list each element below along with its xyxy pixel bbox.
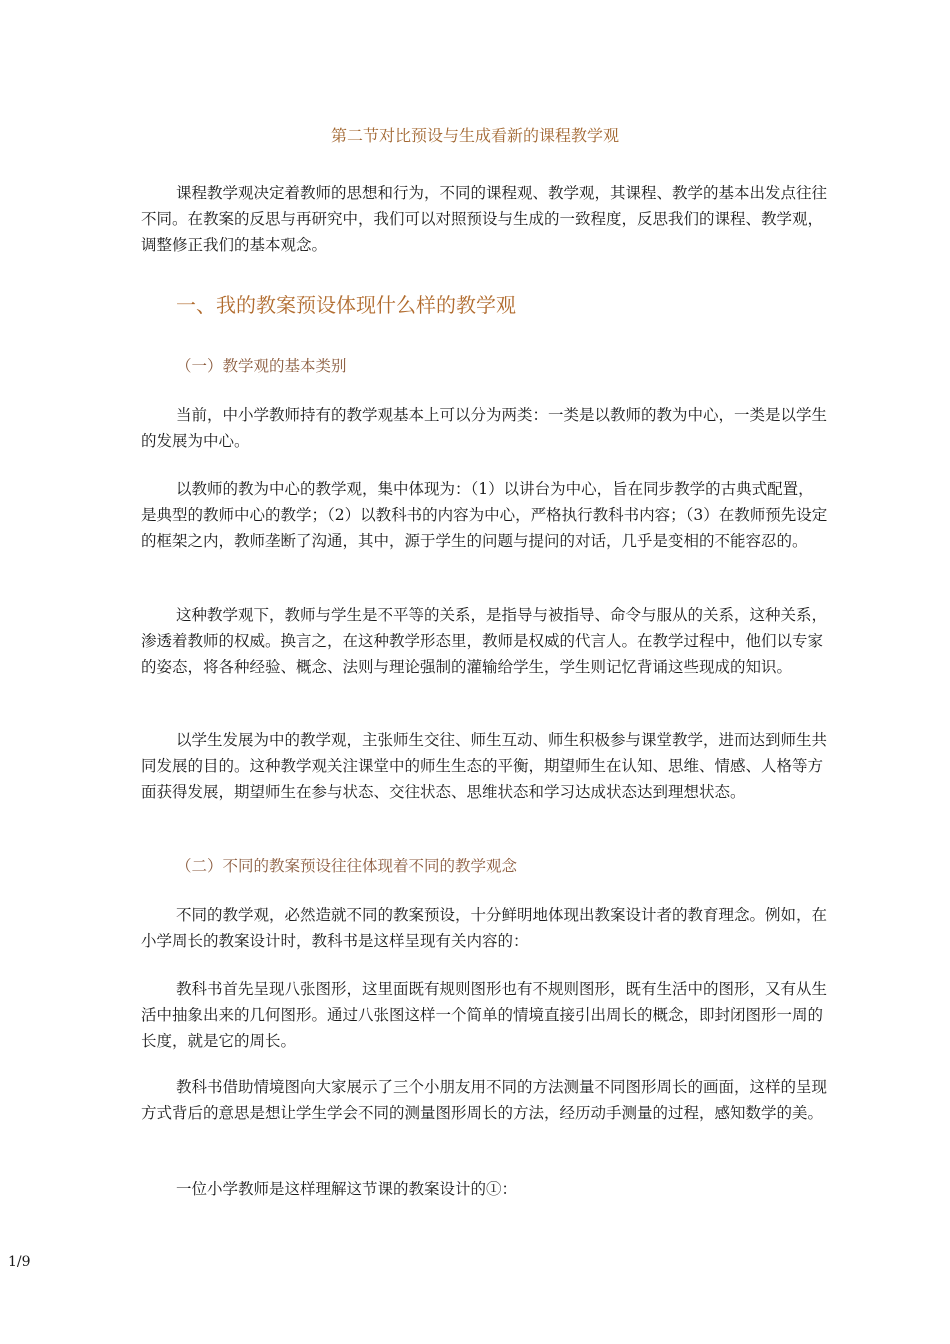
intro-paragraph: 课程教学观决定着教师的思想和行为，不同的课程观、教学观，其课程、教学的基本出发点往往不同。在教案的反思与再研究中，我们可以对照预设与生成的一致程度，反思我们的课程、教学观，调整修正我们的基本观念。 [141, 184, 828, 254]
document-title: 第二节对比预设与生成看新的课程教学观 [330, 126, 619, 145]
paragraph-7: 教科书借助情境图向大家展示了三个小朋友用不同的方法测量不同图形周长的画面，这样的呈现方式背后的意思是想让学生学会不同的测量图形周长的方法，经历动手测量的过程，感知数学的美。 [141, 1078, 828, 1122]
paragraph-4: 以学生发展为中的教学观，主张师生交往、师生互动、师生积极参与课堂教学，进而达到师生共同发展的目的。这种教学观关注课堂中的师生生态的平衡，期望师生在认知、思维、情感、人格等方面获得发展，期望师生在参与状态、交往状态、思维状态和学习达成状态达到理想状态。 [141, 731, 828, 801]
paragraph-1: 当前，中小学教师持有的教学观基本上可以分为两类：一类是以教师的教为中心，一类是以学生的发展为中心。 [141, 406, 828, 450]
page-number: 1/9 [8, 1254, 31, 1270]
subsection-heading-1: （一）教学观的基本类别 [176, 357, 347, 375]
paragraph-2: 以教师的教为中心的教学观，集中体现为：（1）以讲台为中心，旨在同步教学的古典式配置，是典型的教师中心的教学；（2）以教科书的内容为中心，严格执行教科书内容；（3）在教师预先设定的框架之内，教师垄断了沟通，其中，源于学生的问题与提问的对话，几乎是变相的不能容忍的。 [141, 480, 828, 550]
paragraph-8: 一位小学教师是这样理解这节课的教案设计的①： [176, 1180, 518, 1198]
paragraph-6: 教科书首先呈现八张图形，这里面既有规则图形也有不规则图形，既有生活中的图形，又有从生活中抽象出来的几何图形。通过八张图这样一个简单的情境直接引出周长的概念，即封闭图形一周的长度，就是它的周长。 [141, 980, 828, 1050]
section-heading-1: 一、我的教案预设体现什么样的教学观 [176, 293, 516, 317]
paragraph-5: 不同的教学观，必然造就不同的教案预设，十分鲜明地体现出教案设计者的教育理念。例如，在小学周长的教案设计时，教科书是这样呈现有关内容的： [141, 906, 828, 950]
paragraph-3: 这种教学观下，教师与学生是不平等的关系，是指导与被指导、命令与服从的关系，这种关系，渗透着教师的权威。换言之，在这种教学形态里，教师是权威的代言人。在教学过程中，他们以专家的姿态，将各种经验、概念、法则与理论强制的灌输给学生，学生则记忆背诵这些现成的知识。 [141, 606, 828, 676]
subsection-heading-2: （二）不同的教案预设往往体现着不同的教学观念 [176, 857, 518, 875]
